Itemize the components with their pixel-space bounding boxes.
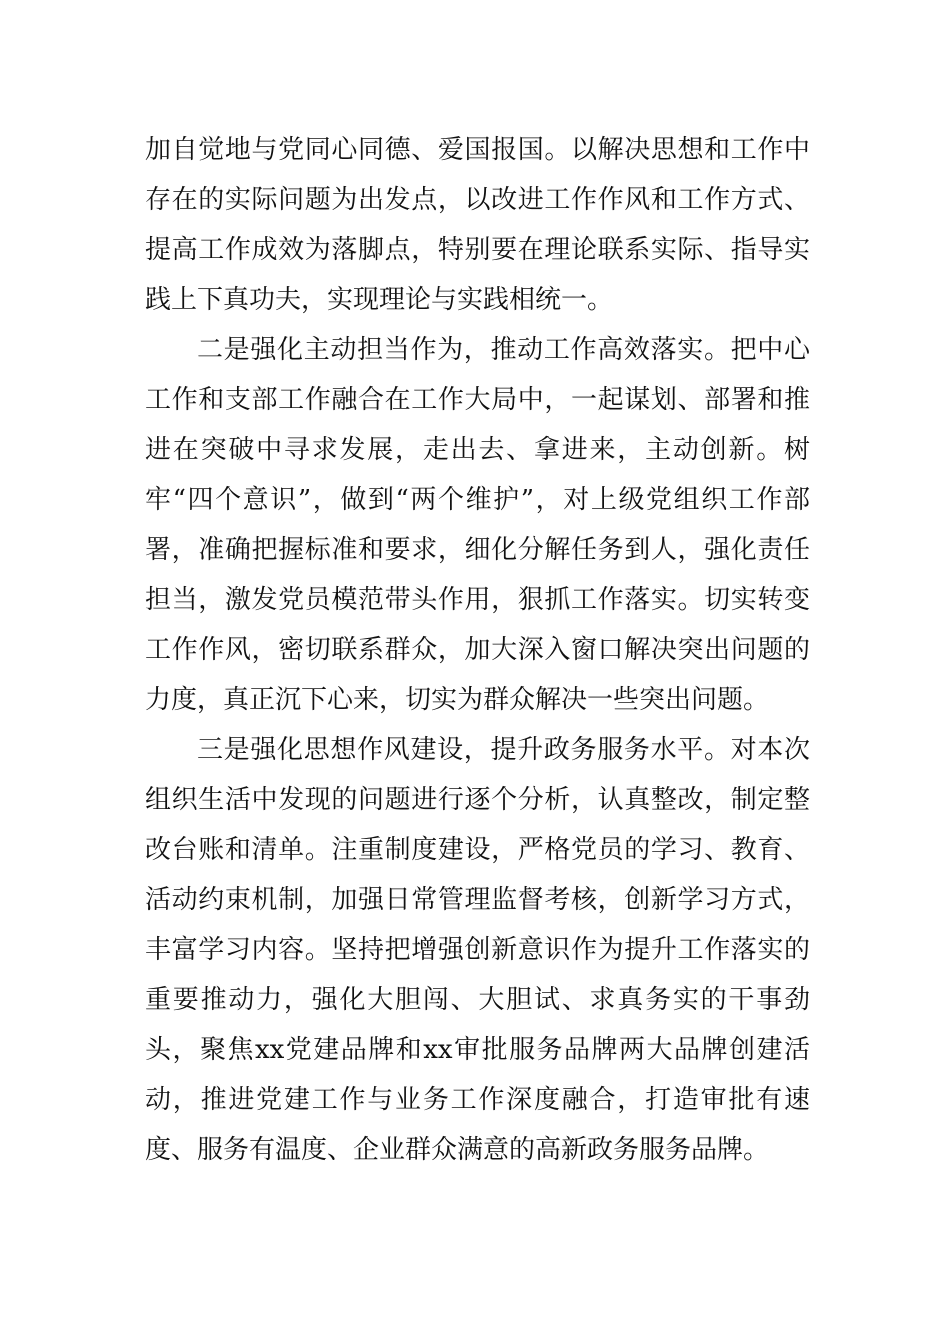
paragraph-third-point: 三是强化思想作风建设，提升政务服务水平。对本次组织生活中发现的问题进行逐个分析，认真整改，制定整改台账和清单。注重制度建设，严格党员的学习、教育、活动约束机制，加强日常管理监督考核，创新学习方式，丰富学习内容。坚持把增强创新意识作为提升工作落实的重要推动力，强化大胆闯、大胆试、求真务实的干事劲头，聚焦xx党建品牌和xx审批服务品牌两大品牌创建活动，推进党建工作与业务工作深度融合，打造审批有速度、服务有温度、企业群众满意的高新政务服务品牌。 <box>145 735 810 1165</box>
paragraph-second-point: 二是强化主动担当作为，推动工作高效落实。把中心工作和支部工作融合在工作大局中，一起谋划、部署和推进在突破中寻求发展，走出去、拿进来，主动创新。树牢“四个意识”，做到“两个维护”，对上级党组织工作部署，准确把握标准和要求，细化分解任务到人，强化责任担当，激发党员模范带头作用，狠抓工作落实。切实转变工作作风，密切联系群众，加大深入窗口解决突出问题的力度，真正沉下心来，切实为群众解决一些突出问题。 <box>145 335 810 715</box>
body-text <box>145 125 810 1175</box>
paragraph-continuation: 加自觉地与党同心同德、爱国报国。以解决思想和工作中存在的实际问题为出发点，以改进工作作风和工作方式、提高工作成效为落脚点，特别要在理论联系实际、指导实践上下真功夫，实现理论与实践相统一。 <box>145 135 810 315</box>
